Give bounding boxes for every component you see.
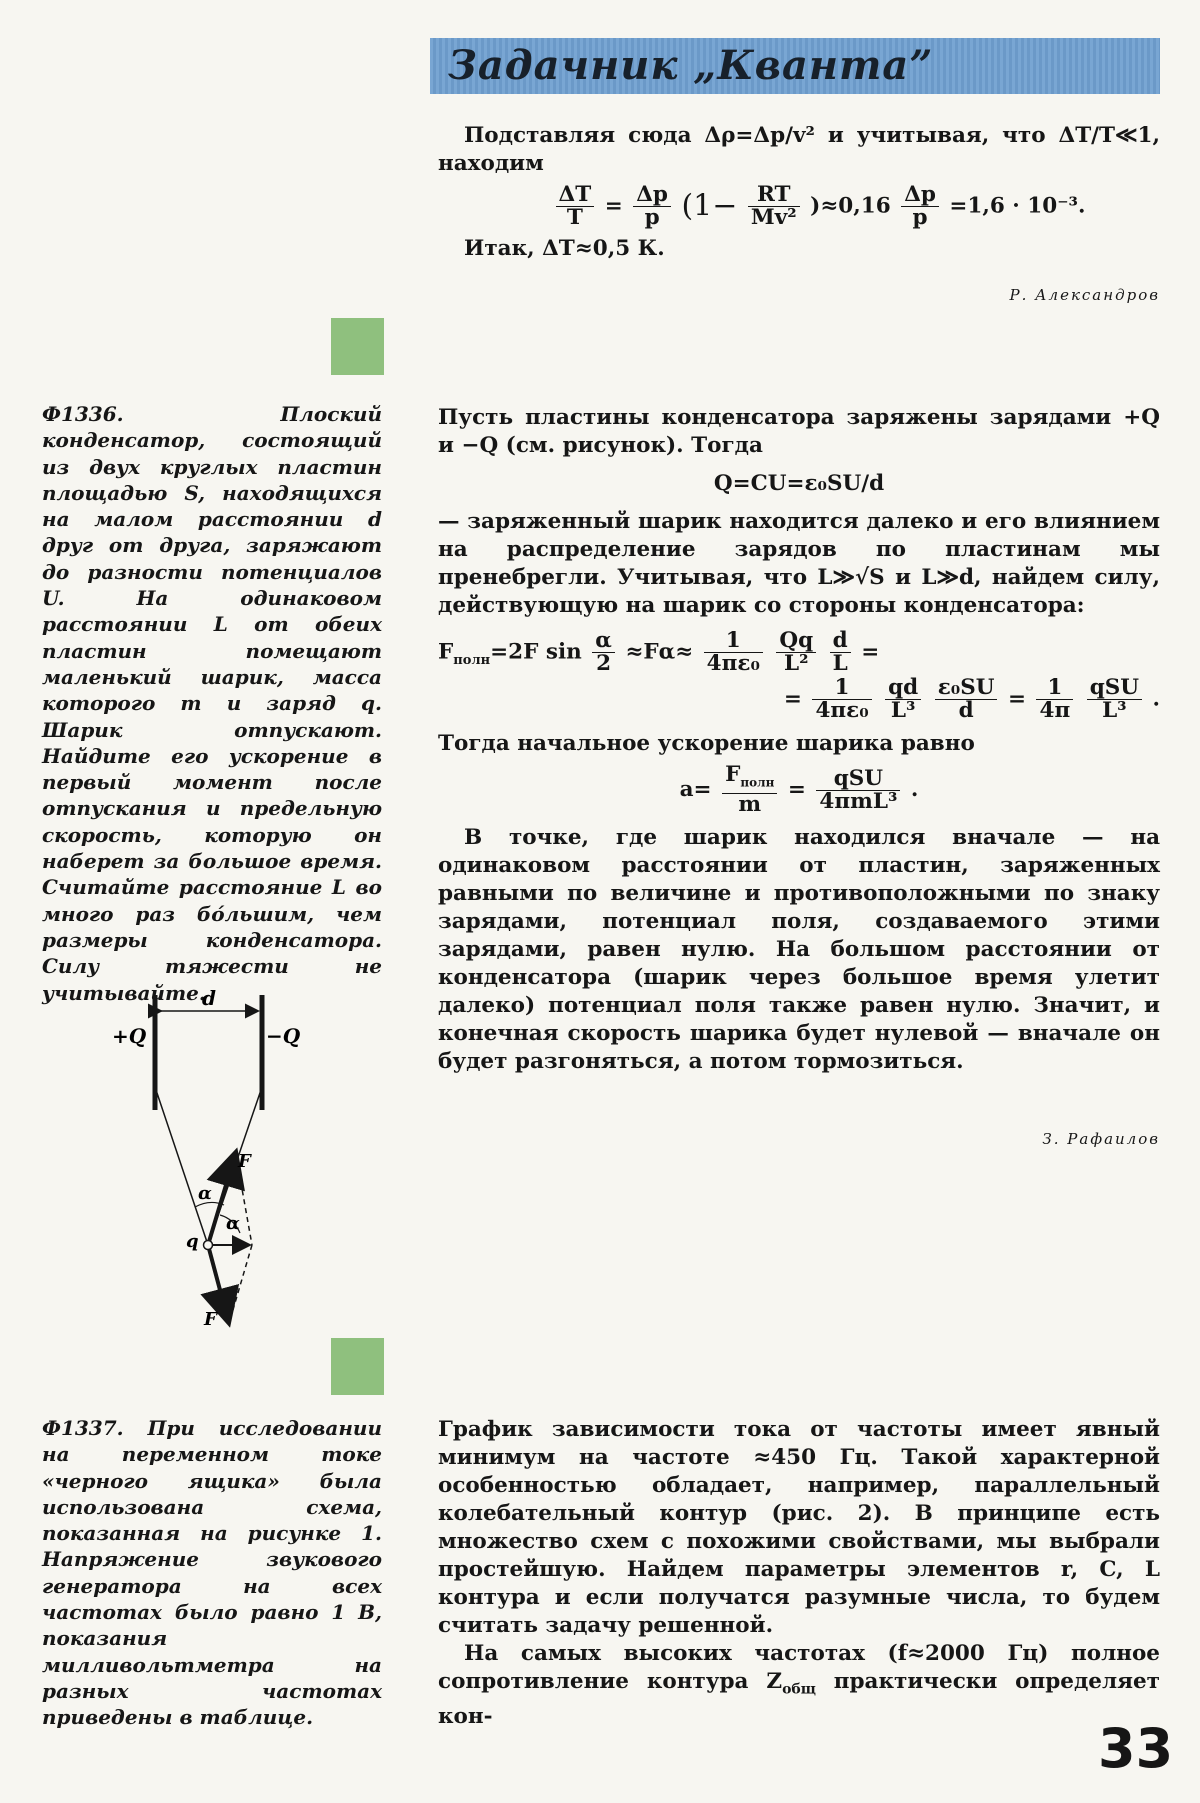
top-equation xyxy=(478,184,1160,229)
f3-end: . xyxy=(1152,686,1160,712)
label-alpha-1: α xyxy=(198,1183,212,1204)
f2-l: L xyxy=(832,651,848,676)
f2-qq: Qq xyxy=(776,630,816,653)
solution-1337 xyxy=(438,1416,1160,1731)
f3-e0su: ε₀SU xyxy=(935,677,998,700)
f4-den2: 4πmL³ xyxy=(819,788,898,814)
label-minus-q: −Q xyxy=(266,1024,300,1048)
f3-one2: 1 xyxy=(1036,677,1073,700)
f2-sub: полн xyxy=(453,652,491,668)
problem-1336-text: Плоский конденсатор, состоящий из двух круглых пластин площадью S, находящихся на малом расстоянии d друг от друга, заряжают до разности потенциалов U. На одинаковом расстоянии L от обеих пластин помещают маленький шарик, масса которого m и заряд q. Шарик отпускают. Найдите его ускорение в первый момент после отпускания и предельную скорость, которую он наберет за большое время. Считайте расстояние L во много раз бо́льшим, чем размеры конденсатора. Силу тяжести не учитывайте. xyxy=(42,402,382,1005)
eq-dp2-num: Δp xyxy=(901,184,939,207)
problem-1337 xyxy=(42,1415,382,1731)
f3-dd: d xyxy=(958,698,974,723)
f2-b: ≈Fα≈ xyxy=(625,639,694,665)
problem-1337-number: Ф1337. xyxy=(42,1416,124,1440)
f2-4pe0: 4πε₀ xyxy=(706,651,760,676)
f2-alpha-num: α xyxy=(592,630,615,653)
label-q: q xyxy=(186,1231,199,1252)
eq-equals: = xyxy=(604,193,623,219)
eq-dp-den: p xyxy=(644,205,660,230)
f2-a: =2F sin xyxy=(490,639,582,665)
f3-4pi: 4π xyxy=(1039,698,1071,723)
f4-end: . xyxy=(910,777,919,803)
f4-den-m: m xyxy=(738,792,762,818)
eq-dt-den: T xyxy=(566,205,583,230)
label-plus-q: +Q xyxy=(112,1024,147,1048)
label-d: d xyxy=(202,986,216,1010)
page-number: 33 xyxy=(1098,1717,1174,1780)
top-section xyxy=(438,122,1160,263)
formula-force xyxy=(438,630,1160,675)
f3-one: 1 xyxy=(812,677,871,700)
author-2: З. Рафаилов xyxy=(1042,1130,1160,1148)
solution-1336-p4: В точке, где шарик находился вначале — на одинаковом расстоянии от пластин, заряженных равными по величине и противоположными по знаку зарядами, потенциал поля, создаваемого этими зарядами, равен нулю. На большом расстоянии от конденсатора (шарик через большое время улетит далеко) потенциал поля также равен нулю. Значит, и конечная скорость шарика будет нулевой — вначале он будет разгоняться, а потом тормозиться. xyxy=(438,825,1160,1075)
eq-rt-den: Mv² xyxy=(750,205,797,230)
label-alpha-2: α xyxy=(226,1213,240,1234)
f4-num-f: F xyxy=(725,762,741,787)
section-banner xyxy=(430,38,1160,94)
eq-tail: =1,6 · 10⁻³. xyxy=(949,193,1086,219)
eq-dt-num: ΔT xyxy=(556,184,595,207)
formula-q: Q=CU=ε₀SU/d xyxy=(713,471,885,496)
solution-1337-p2-start: На самых высоких частотах (f≈2000 Гц) полное сопротивление контура Z xyxy=(438,1641,1160,1694)
top-paragraph: Подставляя сюда Δρ=Δp/v² и учитывая, что ΔT/T≪1, находим xyxy=(438,123,1160,176)
solution-1336-p3: Тогда начальное ускорение шарика равно xyxy=(438,731,975,756)
solution-1336 xyxy=(438,404,1160,1076)
f4-a: a= xyxy=(679,777,712,803)
green-marker-2 xyxy=(331,1338,384,1395)
f4-qsu: qSU xyxy=(816,768,900,791)
eq-rt-num: RT xyxy=(748,184,800,207)
solution-1336-p1: Пусть пластины конденсатора заряжены зарядами +Q и −Q (см. рисунок). Тогда xyxy=(438,405,1160,458)
f3-qd: qd xyxy=(885,677,921,700)
f3-l3b: L³ xyxy=(1102,698,1127,723)
label-f-top: F xyxy=(238,1151,251,1172)
f2-l2: L² xyxy=(783,651,809,676)
eq-dp2-den: p xyxy=(912,205,928,230)
f2-d: d xyxy=(830,630,851,653)
solution-1337-p2 xyxy=(438,1640,1160,1731)
f3-l3: L³ xyxy=(890,698,916,723)
top-result: Итак, ΔT≈0,5 К. xyxy=(464,236,665,261)
line-left xyxy=(155,1087,208,1245)
solution-1337-p2-end: практически определяет кон- xyxy=(438,1669,1160,1730)
f3-4pe0: 4πε₀ xyxy=(815,698,869,723)
solution-1337-p2-sub: общ xyxy=(782,1681,816,1698)
label-f-bottom: F xyxy=(204,1309,217,1330)
problem-1336-number: Ф1336. xyxy=(42,402,124,426)
capacitor-diagram xyxy=(100,975,300,1335)
problem-1336 xyxy=(42,401,382,1006)
eq-dp-num: Δp xyxy=(633,184,671,207)
f3-start: = xyxy=(783,686,802,712)
charge-point xyxy=(204,1241,213,1250)
eq-open: (1− xyxy=(681,188,738,224)
f3-eq: = xyxy=(1007,686,1026,712)
dashed-bottom xyxy=(230,1245,252,1320)
green-marker-1 xyxy=(331,318,384,375)
solution-1336-p2: — заряженный шарик находится далеко и его влиянием на распределение зарядов по пластинам мы пренебрегли. Учитывая, что L≫√S и L≫d, найдем силу, действующую на шарик со стороны конденсатора: xyxy=(438,509,1160,618)
formula-accel xyxy=(438,764,1160,816)
f4-eq: = xyxy=(787,777,806,803)
solution-1337-p1: График зависимости тока от частоты имеет явный минимум на частоте ≈450 Гц. Такой характерной особенностью обладает, например, параллельный колебательный контур (рис. 2). В принципе есть множество схем с похожими свойствами, мы выбрали простейшую. Найдем параметры элементов r, C, L контура и если получатся разумные числа, то будем считать задачу решенной. xyxy=(438,1417,1160,1638)
section-title: Задачник „Кванта” xyxy=(448,42,934,89)
problem-1337-text: При исследовании на переменном токе «черного ящика» была использована схема, показанная на рисунке 1. Напряжение звукового генератора на всех частотах было равно 1 В, показания милливольтметра на разных частотах приведены в таблице. xyxy=(42,1416,382,1730)
f2-alpha-den: 2 xyxy=(596,651,612,676)
eq-close: )≈0,16 xyxy=(810,193,891,219)
f2-end: = xyxy=(861,639,880,665)
formula-force-2 xyxy=(438,677,1160,722)
f3-qsu: qSU xyxy=(1087,677,1142,700)
f2-one: 1 xyxy=(704,630,763,653)
f2-lhs: F xyxy=(438,639,454,665)
author-1: Р. Александров xyxy=(1009,286,1160,304)
f4-num-sub: полн xyxy=(740,775,775,790)
